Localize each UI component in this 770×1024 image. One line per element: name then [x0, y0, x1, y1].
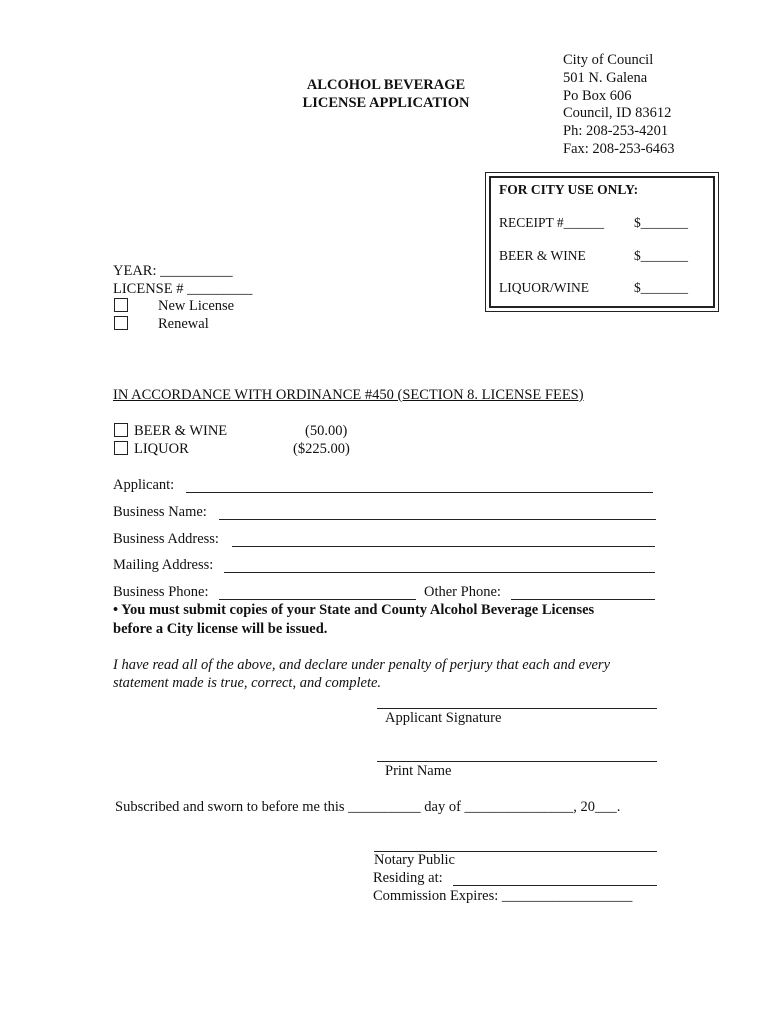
address-line: City of Council — [563, 52, 654, 68]
liquor-wine-amount: $_______ — [634, 280, 688, 295]
beer-wine-checkbox[interactable] — [114, 423, 128, 437]
address-line: Po Box 606 — [563, 87, 632, 104]
print-name-label: Print Name — [385, 763, 452, 779]
receipt-amount: $_______ — [634, 215, 688, 230]
notice-line-2: before a City license will be issued. — [113, 621, 328, 637]
address-line: Fax: 208-253-6463 — [563, 140, 675, 157]
residing-at-label: Residing at: — [373, 870, 443, 886]
business-address-label: Business Address: — [113, 531, 219, 547]
applicant-signature-label: Applicant Signature — [385, 710, 502, 726]
other-phone-input[interactable] — [511, 599, 655, 600]
form-title — [270, 76, 502, 112]
business-name-label: Business Name: — [113, 504, 207, 520]
residing-at-input[interactable] — [453, 885, 657, 886]
business-phone-label: Business Phone: — [113, 584, 209, 600]
city-use-heading: FOR CITY USE ONLY: — [499, 182, 639, 197]
beer-wine-amount: $_______ — [634, 248, 688, 263]
commission-expires-field[interactable]: Commission Expires: __________________ — [373, 888, 633, 904]
other-phone-label: Other Phone: — [424, 584, 501, 600]
license-number-field[interactable]: LICENSE # _________ — [113, 281, 253, 297]
beer-wine-fee-amount: (50.00) — [305, 423, 348, 439]
sworn-statement: Subscribed and sworn to before me this __________ day of _______________, 20___. — [115, 799, 621, 815]
beer-wine-label: BEER & WINE — [499, 248, 586, 263]
address-line: Council, ID 83612 — [563, 105, 672, 122]
new-license-checkbox[interactable] — [114, 298, 128, 312]
business-address-input[interactable] — [232, 546, 655, 547]
year-field[interactable]: YEAR: __________ — [113, 263, 233, 279]
applicant-label: Applicant: — [113, 477, 175, 493]
liquor-wine-label: LIQUOR/WINE — [499, 280, 589, 295]
address-line: Ph: 208-253-4201 — [563, 123, 669, 140]
title-line-1: ALCOHOL BEVERAGE — [306, 77, 466, 93]
beer-wine-fee-label: BEER & WINE — [134, 423, 228, 439]
declaration-line-1: I have read all of the above, and declare under penalty of perjury that each and every — [113, 657, 611, 673]
renewal-label: Renewal — [158, 316, 209, 332]
city-use-box — [485, 172, 719, 312]
notice-line-1: • You must submit copies of your State and County Alcohol Beverage Licenses — [113, 602, 595, 618]
notary-public-label: Notary Public — [374, 852, 455, 868]
liquor-fee-amount: ($225.00) — [293, 441, 350, 457]
liquor-fee-label: LIQUOR — [134, 441, 189, 457]
address-line: 501 N. Galena — [563, 69, 648, 86]
city-address — [563, 52, 675, 159]
mailing-address-input[interactable] — [224, 572, 655, 573]
mailing-address-label: Mailing Address: — [113, 557, 214, 573]
business-phone-input[interactable] — [219, 599, 416, 600]
renewal-checkbox[interactable] — [114, 316, 128, 330]
new-license-label: New License — [158, 298, 235, 314]
applicant-input[interactable] — [186, 492, 653, 493]
title-line-2: LICENSE APPLICATION — [302, 95, 470, 111]
business-name-input[interactable] — [219, 519, 656, 520]
declaration-line-2: statement made is true, correct, and complete. — [113, 675, 382, 691]
ordinance-heading: IN ACCORDANCE WITH ORDINANCE #450 (SECTION 8. LICENSE FEES) — [113, 387, 584, 403]
receipt-label: RECEIPT #______ — [499, 215, 605, 230]
liquor-checkbox[interactable] — [114, 441, 128, 455]
